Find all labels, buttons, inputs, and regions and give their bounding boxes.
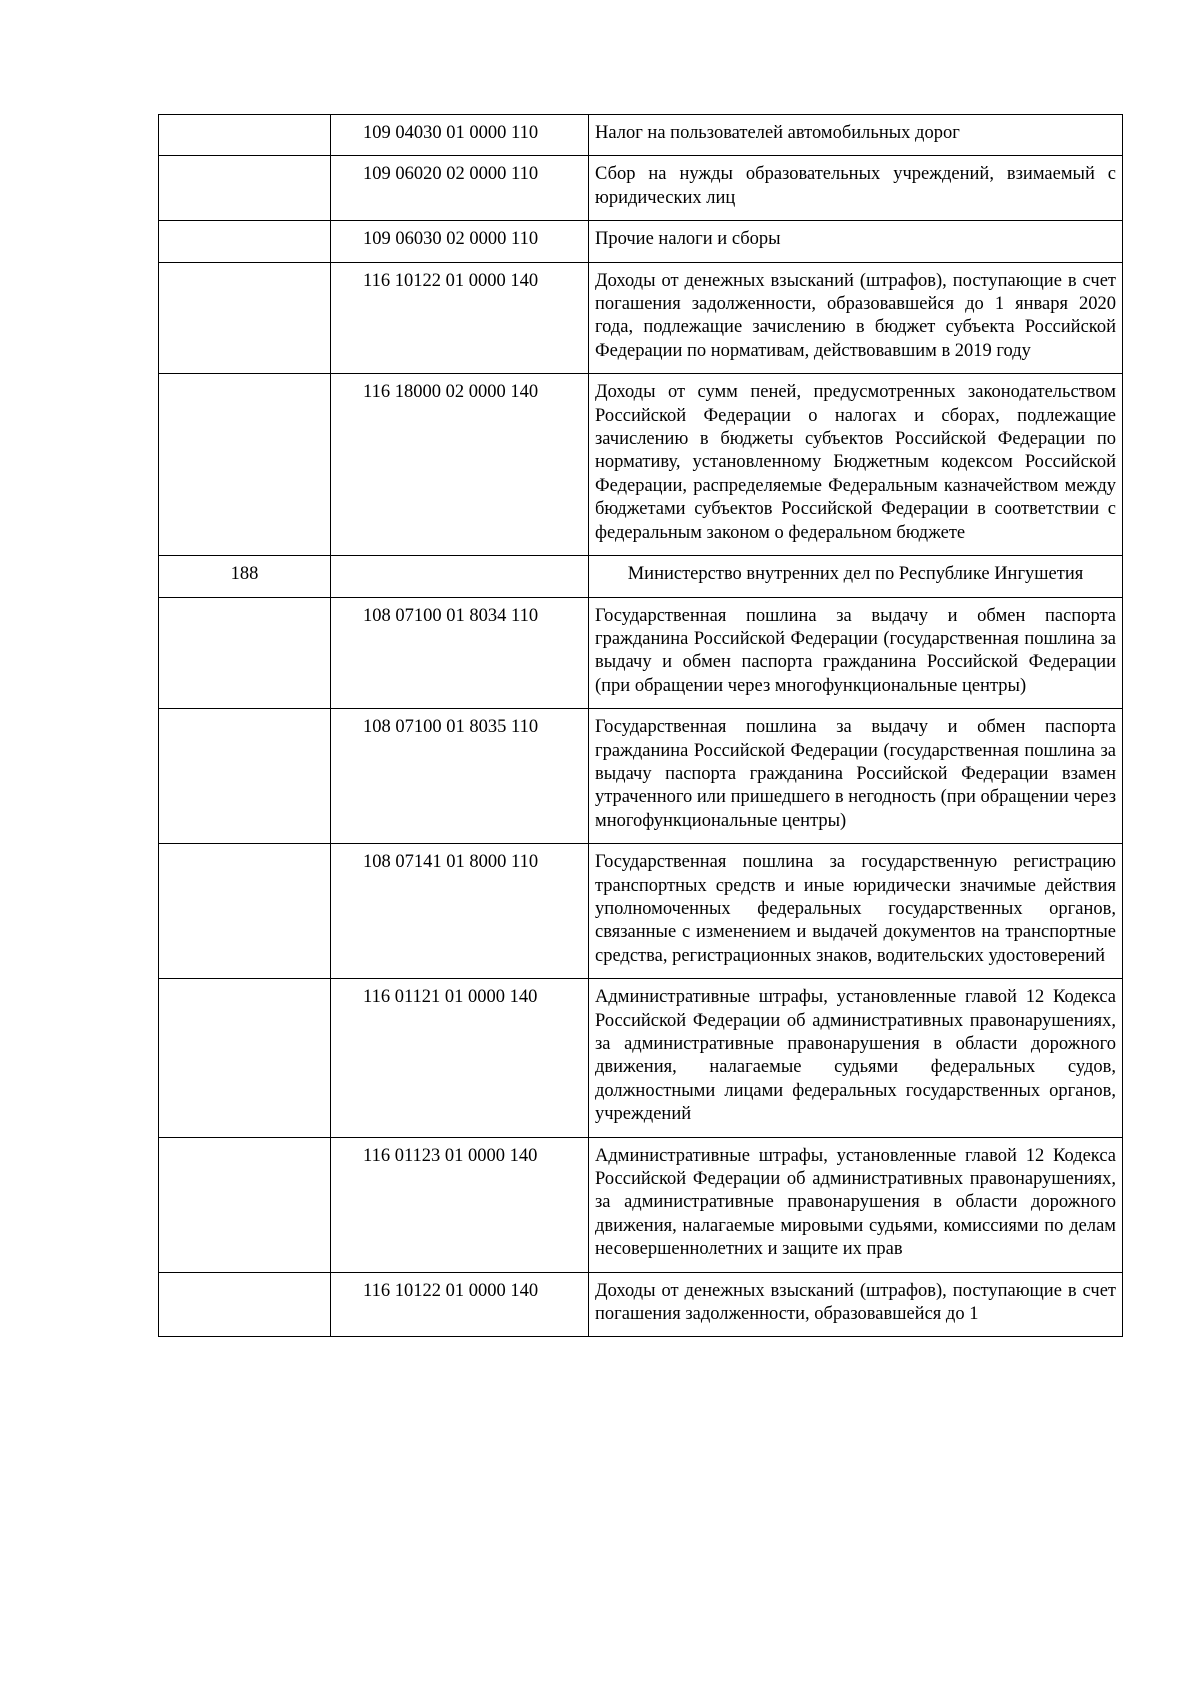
admin-code-cell (159, 262, 331, 374)
admin-code-cell (159, 597, 331, 709)
budget-classification-code-cell: 116 10122 01 0000 140 (331, 1272, 589, 1337)
revenue-description-cell: Административные штрафы, установленные главой 12 Кодекса Российской Федерации об административных правонарушениях, за административные правонарушения в области дорожного движения, налагаемые мировыми судьями, комиссиями по делам несовершеннолетних и защите их прав (589, 1137, 1123, 1272)
table-body (159, 115, 1123, 1337)
table-row (159, 156, 1123, 221)
admin-code-cell (159, 115, 331, 156)
table-row (159, 844, 1123, 979)
table-row (159, 1272, 1123, 1337)
admin-code-cell (159, 1137, 331, 1272)
budget-classification-code-cell: 116 18000 02 0000 140 (331, 374, 589, 556)
table-row (159, 115, 1123, 156)
budget-classification-code-cell: 116 01121 01 0000 140 (331, 979, 589, 1137)
admin-code-cell (159, 844, 331, 979)
admin-code-cell (159, 709, 331, 844)
revenue-description-cell: Государственная пошлина за выдачу и обмен паспорта гражданина Российской Федерации (государственная пошлина за выдачу паспорта гражданина Российской Федерации взамен утраченного или пришедшего в негодность (при обращении через многофункциональные центры) (589, 709, 1123, 844)
revenue-description-cell: Налог на пользователей автомобильных дорог (589, 115, 1123, 156)
table-row (159, 374, 1123, 556)
budget-classification-code-cell: 108 07100 01 8034 110 (331, 597, 589, 709)
revenue-description-cell: Прочие налоги и сборы (589, 221, 1123, 262)
revenue-description-cell: Сбор на нужды образовательных учреждений, взимаемый с юридических лиц (589, 156, 1123, 221)
table-row (159, 262, 1123, 374)
revenue-description-cell: Административные штрафы, установленные главой 12 Кодекса Российской Федерации об административных правонарушениях, за административные правонарушения в области дорожного движения, налагаемые судьями федеральных судов, должностными лицами федеральных государственных органов, учреждений (589, 979, 1123, 1137)
administrator-code-cell: 188 (159, 556, 331, 597)
revenue-codes-table (158, 114, 1123, 1337)
revenue-description-cell: Государственная пошлина за выдачу и обмен паспорта гражданина Российской Федерации (государственная пошлина за выдачу и обмен паспорта гражданина Российской Федерации (при обращении через многофункциональные центры) (589, 597, 1123, 709)
table-row (159, 221, 1123, 262)
admin-code-cell (159, 374, 331, 556)
budget-classification-code-cell: 116 10122 01 0000 140 (331, 262, 589, 374)
table-row (159, 597, 1123, 709)
admin-code-cell (159, 1272, 331, 1337)
revenue-description-cell: Доходы от сумм пеней, предусмотренных законодательством Российской Федерации о налогах и сборах, подлежащие зачислению в бюджеты субъектов Российской Федерации по нормативу, установленному Бюджетным кодексом Российской Федерации, распределяемые Федеральным казначейством между бюджетами субъектов Российской Федерации в соответствии с федеральным законом о федеральном бюджете (589, 374, 1123, 556)
budget-classification-code-cell: 109 04030 01 0000 110 (331, 115, 589, 156)
revenue-description-cell: Государственная пошлина за государственную регистрацию транспортных средств и иные юридически значимые действия уполномоченных федеральных государственных органов, связанные с изменением и выдачей документов на транспортные средства, регистрационных знаков, водительских удостоверений (589, 844, 1123, 979)
admin-code-cell (159, 221, 331, 262)
administrator-heading-row (159, 556, 1123, 597)
budget-classification-code-cell: 109 06020 02 0000 110 (331, 156, 589, 221)
table-row (159, 979, 1123, 1137)
revenue-description-cell: Доходы от денежных взысканий (штрафов), поступающие в счет погашения задолженности, образовавшейся до 1 (589, 1272, 1123, 1337)
administrator-name-cell: Министерство внутренних дел по Республике Ингушетия (589, 556, 1123, 597)
budget-classification-code-cell: 108 07141 01 8000 110 (331, 844, 589, 979)
admin-code-cell (159, 979, 331, 1137)
revenue-description-cell: Доходы от денежных взысканий (штрафов), поступающие в счет погашения задолженности, образовавшейся до 1 января 2020 года, подлежащие зачислению в бюджет субъекта Российской Федерации по нормативам, действовавшим в 2019 году (589, 262, 1123, 374)
table-row (159, 709, 1123, 844)
budget-classification-code-cell (331, 556, 589, 597)
table-row (159, 1137, 1123, 1272)
budget-classification-code-cell: 116 01123 01 0000 140 (331, 1137, 589, 1272)
admin-code-cell (159, 156, 331, 221)
budget-classification-code-cell: 108 07100 01 8035 110 (331, 709, 589, 844)
budget-classification-code-cell: 109 06030 02 0000 110 (331, 221, 589, 262)
